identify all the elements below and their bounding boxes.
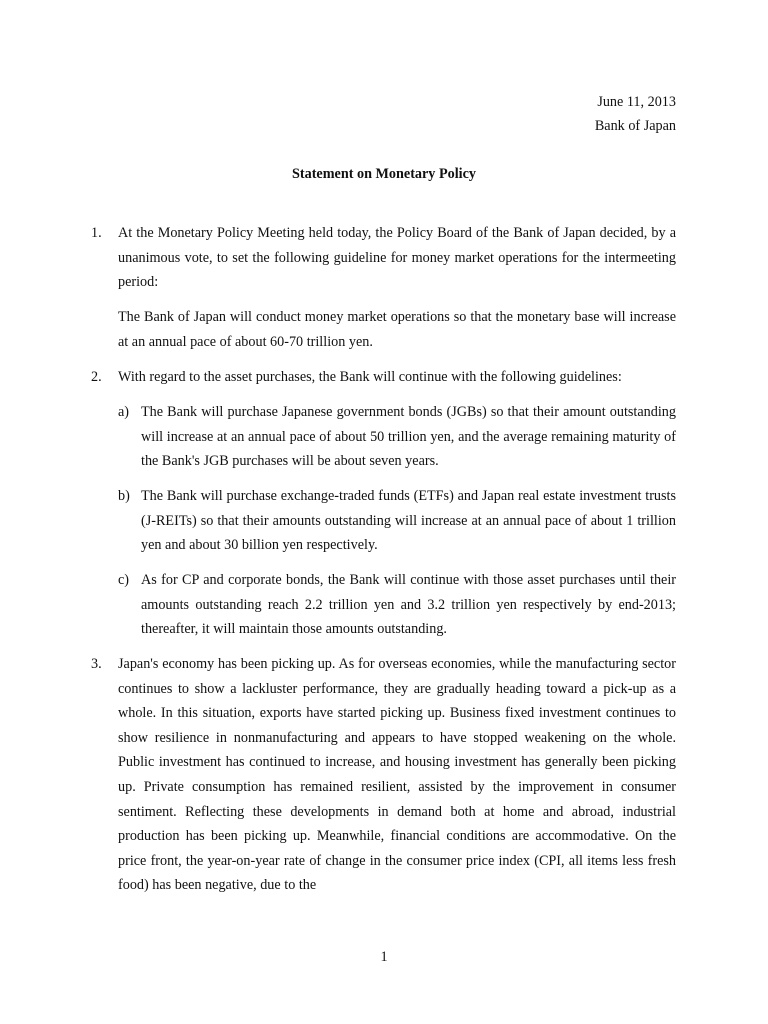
section-3-number: 3. — [91, 656, 102, 672]
section-1-text: At the Monetary Policy Meeting held today, the Policy Board of the Bank of Japan decided, by a unanimous vote, to set the following guideline for money market operations for the intermeeting period: — [118, 225, 676, 291]
issuing-organization: Bank of Japan — [594, 118, 676, 134]
document-title: Statement on Monetary Policy — [291, 166, 476, 182]
section-1-number: 1. — [91, 225, 102, 241]
section-2-text: With regard to the asset purchases, the Bank will continue with the following guidelines: — [118, 369, 622, 385]
statement-date: June 11, 2013 — [597, 94, 676, 110]
section-2-item-b-text: The Bank will purchase exchange-traded funds (ETFs) and Japan real estate investment trusts (J-REITs) so that their amounts outstanding will increase at an annual pace of about 1 trillion yen and about 30 billion yen respectively. — [141, 488, 676, 554]
section-2-item-c-letter: c) — [118, 572, 130, 588]
section-2-item-a-text: The Bank will purchase Japanese government bonds (JGBs) so that their amount outstanding will increase at an annual pace of about 50 trillion yen, and the average remaining maturity of the Bank's JGB purchases will be about seven years. — [141, 404, 676, 470]
page-number: 1 — [380, 949, 388, 965]
section-2-number: 2. — [91, 369, 102, 385]
section-2-item-b-letter: b) — [118, 488, 130, 504]
section-1-guideline: The Bank of Japan will conduct money market operations so that the monetary base will increase at an annual pace of about 60-70 trillion yen. — [118, 309, 676, 350]
section-3-text: Japan's economy has been picking up. As for overseas economies, while the manufacturing sector continues to show a lackluster performance, they are gradually heading toward a pick-up as a whole. In this situation, exports have started picking up. Business fixed investment continues to show resilience in nonmanufacturing and appears to have stopped weakening on the whole. Public investment has continued to increase, and housing investment has generally been picking up. Private consumption has remained resilient, assisted by the improvement in consumer sentiment. Reflecting these developments in demand both at home and abroad, industrial production has been picking up. Meanwhile, financial conditions are accommodative. On the price front, the year-on-year rate of change in the consumer price index (CPI, all items less fresh food) has been negative, due to the — [118, 656, 676, 894]
section-2-item-a-letter: a) — [118, 404, 130, 420]
section-2-item-c-text: As for CP and corporate bonds, the Bank will continue with those asset purchases until their amounts outstanding reach 2.2 trillion yen and 3.2 trillion yen respectively by end-2013; thereafter, it will maintain those amounts outstanding. — [141, 572, 676, 638]
